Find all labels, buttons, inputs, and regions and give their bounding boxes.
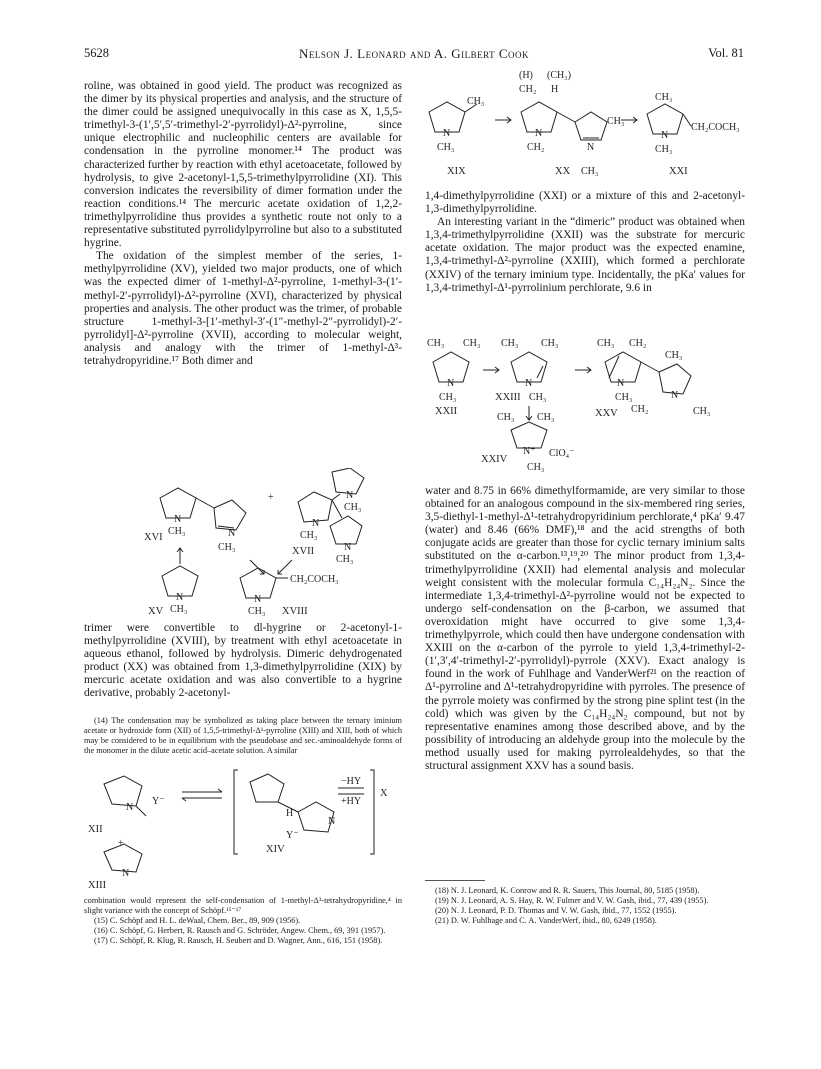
footnote-14-part-a: (14) The condensation may be symbolized as taking place between the ternary iminium acetate or hydroxide form (XII) of 1,5,5-trimethyl-Δ¹-pyrroline (XIII) and XIII, both of which may be considered to be in equilibrium with the pseudobase and sec.-aminoaldehyde forms of the monomer in the dilute acetic acid–acetate solution. A similar	[84, 716, 402, 755]
counterion-y: Y⁻	[152, 796, 165, 807]
h-paren-label: (H)	[519, 70, 533, 81]
compound-label-xiii: XIII	[88, 880, 107, 890]
compound-label-xxiii: XXIII	[495, 392, 521, 403]
scheme-xix-xxi	[425, 70, 747, 182]
n-atom: N	[174, 514, 182, 525]
right-column-top	[425, 190, 745, 295]
product-x-label: X	[380, 788, 388, 799]
structure-xiii	[88, 844, 142, 890]
methyl-label: CH₃	[529, 392, 547, 403]
structure-xxiv	[481, 412, 574, 473]
methyl-label: CH₃	[336, 554, 354, 565]
methylene-label: CH₂	[629, 338, 647, 349]
footnote-19: (19) N. J. Leonard, A. S. Hay, R. W. Fulmer and V. W. Gash, ibid., 77, 439 (1955).	[435, 896, 709, 905]
compound-label-xix: XIX	[447, 166, 466, 177]
methyl-label: CH₃	[527, 462, 545, 473]
n-atom: N	[228, 528, 236, 539]
h-atom: H	[551, 84, 559, 95]
right-paragraph-1: 1,4-dimethylpyrrolidine (XXI) or a mixture of this and 2-acetonyl-1,3-dimethylpyrrolidine.	[425, 190, 745, 216]
n-atom: N	[122, 868, 130, 879]
scheme-xv-xviii	[100, 468, 400, 618]
right-paragraph-2: An interesting variant in the “dimeric” product was obtained when 1,3,4-trimethylpyrrolidine (XXII) was the substrate for mercuric acetate oxidation. The major product was the expected enamine, 1,3,4-trimethyl-Δ²-pyrroline (XXIII), which formed a perchlorate (XXIV) of the ternary iminium type. Incidentally, the pKa′ values for 1,3,4-trimethyl-Δ¹-pyrrolinium perchlorate, 9.6 in	[425, 216, 745, 294]
methylene-label: CH₂	[527, 142, 545, 153]
footnote-18: (18) N. J. Leonard, K. Conrow and R. R. Sauers, This Journal, 80, 5185 (1958).	[435, 886, 700, 895]
counterion-y: Y⁻	[286, 830, 299, 841]
methyl-label: CH₃	[427, 338, 445, 349]
methyl-label: CH₃	[344, 502, 362, 513]
methyl-label: CH₃	[437, 142, 455, 153]
n-atom: N	[126, 802, 134, 813]
plus-hy-label: +HY	[341, 796, 362, 807]
compound-label-xvii: XVII	[292, 546, 315, 557]
left-paragraph-2: The oxidation of the simplest member of the series, 1-methylpyrrolidine (XV), yielded two major products, one of which was the expected dimer of 1-methyl-Δ²-pyrroline, 1-methyl-3-(1′-methyl-2′-pyrrolidyl)-Δ²-pyrroline (XVI), characterized by physical properties and analysis. The other product was the trimer, of probable structure 1-methyl-3-[1′-methyl-3′-(1″-methyl-2″-pyrrolidyl)-2′-pyrrolidyl]-Δ²-pyrroline (XVII), according to molecular weight, analysis and analogy with the trimer of 1-methyl-Δ³-tetrahydropyridine.¹⁷ Both dimer and	[84, 250, 402, 367]
footnote-17: (17) C. Schöpf, R. Klug, R. Rausch, H. Seubert and D. Wagner, Ann., 616, 151 (1958).	[94, 936, 383, 945]
footnote-21: (21) D. W. Fuhlhage and C. A. VanderWerf, ibid., 80, 6249 (1958).	[435, 916, 657, 925]
structure-xiv	[250, 774, 335, 855]
footnote-14	[84, 716, 402, 756]
compound-label-xxiv: XXIV	[481, 454, 508, 465]
structure-xxv	[595, 338, 710, 419]
footnote-14-part-b: combination would represent the self-condensation of 1-methyl-Δ³-tetrahydropyridine,⁴ in slight variance with the concept of Schöpf.¹⁵⁻¹⁷	[84, 896, 402, 915]
structure-xviii	[240, 568, 339, 617]
page-number: 5628	[84, 46, 109, 60]
methyl-paren-label: (CH₃)	[547, 70, 572, 81]
footnote-rule	[425, 880, 485, 881]
structure-xxiii	[495, 338, 558, 403]
running-header	[84, 46, 744, 66]
methyl-label: CH₃	[439, 392, 457, 403]
methyl-label: CH₃	[541, 338, 559, 349]
methyl-label: CH₃	[170, 604, 188, 615]
methyl-label: CH₃	[537, 412, 555, 423]
perchlorate-label: ClO₄⁻	[549, 448, 575, 459]
n-atom: N	[344, 542, 352, 553]
methyl-label: CH₃	[615, 392, 633, 403]
structure-xii	[88, 776, 165, 835]
left-paragraph-3: trimer were convertible to dl-hygrine or 2-acetonyl-1-methylpyrrolidine (XVIII), by treatment with ethyl acetoacetate in aqueous ethanol, followed by hydrolysis. Dimeric dehydrogenated product (XX) was obtained from 1,3-dimethylpyrrolidine (XIX) by mercuric acetate oxidation and was also convertible to a hygrine derivative, probably 2-acetonyl-	[84, 622, 402, 700]
compound-label-xiv: XIV	[266, 844, 285, 855]
left-paragraph-1: roline, was obtained in good yield. The product was recognized as the dimer by its physical properties and analysis, and the structure of the dimer could be assigned unequivocally in this case as X, 1,5,5-trimethyl-3-(1′,5′,5′-trimethyl-2′-pyrrolidyl)-Δ²-pyrroline, since unique electrophilic and nucleophilic centers are available for condensation in the pyrroline monomer.¹⁴ The product was characterized further by reaction with ethyl acetoacetate, followed by hydrolysis, to give 2-acetonyl-1,5,5-trimethylpyrrolidine (XI). This conversion indicates the reversibility of dimer formation under the reaction conditions.¹⁴ The mercuric acetate oxidation of 1,2,2-trimethylpyrrolidine thus provides a synthetic route not only to a representative substituted pyrrolidylpyrroline but also to a substituted hygrine.	[84, 80, 402, 250]
structure-xx	[519, 70, 624, 177]
methylene-label: CH₂	[631, 404, 649, 415]
methyl-label: CH₃	[463, 338, 481, 349]
compound-label-xxii: XXII	[435, 406, 458, 417]
n-atom: N	[312, 518, 320, 529]
methyl-label: CH₃	[581, 166, 599, 177]
compound-label-xvi: XVI	[144, 532, 163, 543]
footnote-20: (20) N. J. Leonard, P. D. Thomas and V. W. Gash, ibid., 77, 1552 (1955).	[435, 906, 677, 915]
methyl-label: CH₃	[655, 92, 673, 103]
structure-xix	[429, 96, 484, 177]
structure-xvii	[292, 468, 364, 565]
acetonyl-label: CH₂COCH₃	[691, 122, 740, 133]
acetonyl-label: CH₂COCH₃	[290, 574, 339, 585]
n-atom: N	[328, 816, 336, 827]
n-atom: N	[346, 490, 354, 501]
running-title: Nelson J. Leonard and A. Gilbert Cook	[298, 46, 530, 61]
n-atom: N	[443, 128, 451, 139]
methyl-label: CH₃	[497, 412, 515, 423]
structure-xvi	[144, 488, 246, 553]
compound-label-xxv: XXV	[595, 408, 618, 419]
footnote-15: (15) C. Schöpf and H. L. deWaal, Chem. Ber., 89, 909 (1956).	[94, 916, 301, 925]
n-atom: N	[447, 378, 455, 389]
left-footnotes	[84, 896, 402, 946]
n-atom: N	[535, 128, 543, 139]
methyl-label: CH₃	[248, 606, 266, 617]
methyl-label: CH₃	[467, 96, 485, 107]
methyl-label: CH₃	[597, 338, 615, 349]
scheme-xii-xiv	[88, 768, 398, 890]
n-atom: N	[254, 594, 262, 605]
methyl-label: CH₃	[655, 144, 673, 155]
methyl-label: CH₃	[607, 116, 625, 127]
scheme-xxii-xxv	[425, 336, 747, 476]
n-atom: N	[176, 592, 184, 603]
structure-xxii	[427, 338, 480, 417]
methyl-label: CH₃	[665, 350, 683, 361]
left-column-top	[84, 80, 402, 368]
n-atom: N	[587, 142, 595, 153]
minus-hy-label: −HY	[341, 776, 362, 787]
structure-xv	[148, 566, 198, 617]
n-atom: N	[671, 390, 679, 401]
n-atom: N	[525, 378, 533, 389]
plus-sign: +	[268, 492, 274, 503]
methyl-label: CH₃	[693, 406, 711, 417]
h-atom: H	[286, 808, 294, 819]
volume-label: Vol. 81	[708, 46, 744, 60]
right-paragraph-3: water and 8.75 in 66% dimethylformamide, are very similar to those obtained for an analogous compound in the six-membered ring series, 3,5-diethyl-1-methyl-Δ¹-tetrahydropyridinium perchlorate,⁴ pKa′ 9.47 (water) and 8.46 (66% DMF),¹⁸ and the acid strengths of both conjugate acids are greater than those for cyclic ternary iminium salts substituted on the α-carbon.¹³,¹⁹,²⁰ The minor product from 1,3,4-trimethylpyrrolidine (XXII) had elemental analysis and molecular weight consistent with the molecular formula C₁₄H₂₄N₂. Since the intermediate 1,3,4-trimethyl-Δ²-pyrroline would not be expected to undergo self-condensation on the β-carbon, we assumed that overoxidation might have occurred to give some 1,3,4-trimethylpyrrole, which could then have undergone condensation with XXIII on the α-carbon of the pyrrole to yield 1,3,4-trimethyl-2-(1′,3′,4′-trimethyl-2′-pyrrolidyl)-pyrrole (XXV). Exact analogy is found in the work of Fuhlhage and VanderWerf²¹ on the reaction of Δ¹-pyrroline and Δ¹-tetrahydropyridine with pyrroles. The presence of the pyrrole moiety was confirmed by the strong pine splint test (in the cold) which was given by the C₁₄H₂₄N₂ compound, but not by representative enamines among those described above, and by the possibility of introducing an aldehyde group into the molecule by the method usually used for making pyrrolealdehydes, so that the structural assignment XXV has a sound basis.	[425, 485, 745, 772]
left-column-bottom	[84, 622, 402, 701]
n-atom: N	[661, 130, 669, 141]
methylene-label: CH₂	[519, 84, 537, 95]
methyl-label: CH₃	[168, 526, 186, 537]
methyl-label: CH₃	[218, 542, 236, 553]
right-column-bottom	[425, 485, 745, 773]
footnote-16: (16) C. Schöpf, G. Herbert, R. Rausch and G. Schröder, Angew. Chem., 69, 391 (1957).	[94, 926, 386, 935]
structure-xxi	[647, 92, 740, 177]
compound-label-xxi: XXI	[669, 166, 688, 177]
methyl-label: CH₃	[300, 530, 318, 541]
compound-label-xv: XV	[148, 606, 164, 617]
n-atom: N	[617, 378, 625, 389]
compound-label-xviii: XVIII	[282, 606, 308, 617]
compound-label-xii: XII	[88, 824, 103, 835]
compound-label-xx: XX	[555, 166, 571, 177]
methyl-label: CH₃	[501, 338, 519, 349]
plus-sign: +	[118, 838, 124, 849]
right-footnotes	[425, 886, 745, 926]
iminium-n-atom: N⁺	[523, 446, 536, 457]
